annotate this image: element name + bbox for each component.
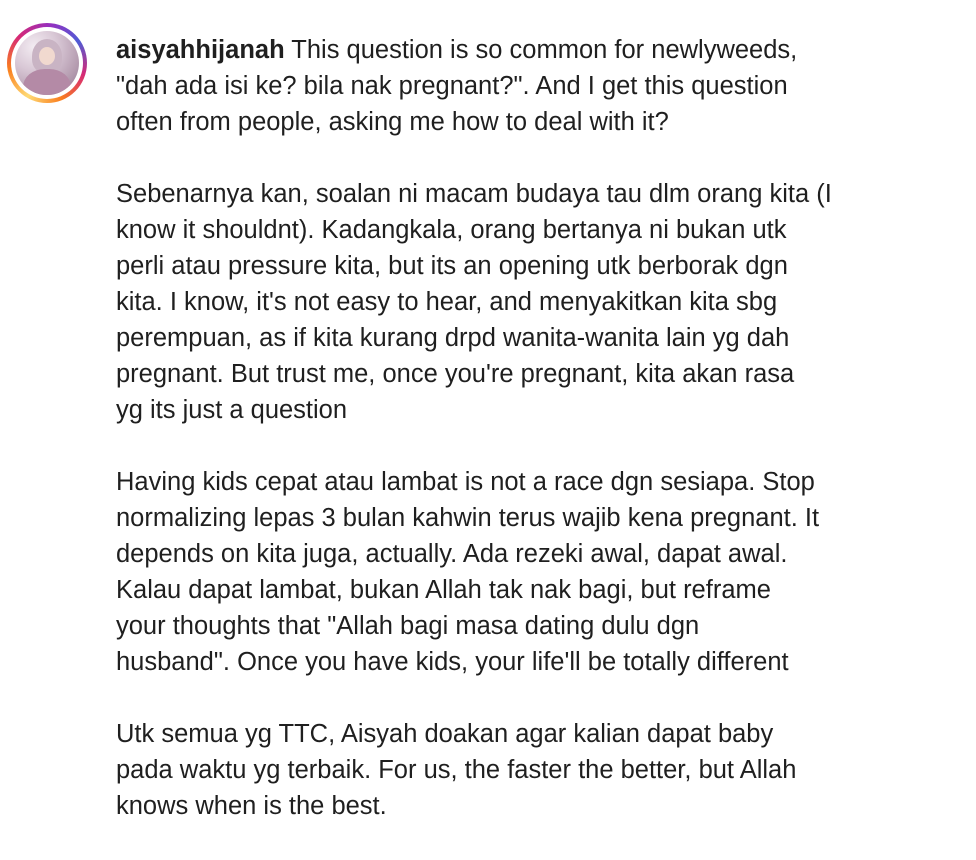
avatar-story-ring[interactable]	[7, 23, 87, 103]
comment-text-1: This question is so common for newlyweeds, "dah ada isi ke? bila nak pregnant?". And I get this question often from people, asking me how to deal with it?	[116, 36, 798, 136]
avatar-face-shape	[39, 47, 55, 65]
comment-paragraph-4: Utk semua yg TTC, Aisyah doakan agar kalian dapat baby pada waktu yg terbaik. For us, the faster the better, but Allah knows when is the best.	[116, 720, 797, 820]
comment-body	[116, 32, 936, 860]
username-link[interactable]: aisyahhijanah	[116, 36, 285, 64]
avatar[interactable]	[15, 31, 79, 95]
avatar-dress-shape	[23, 69, 71, 95]
comment-paragraph-1	[116, 32, 936, 140]
comment-paragraph-3: Having kids cepat atau lambat is not a race dgn sesiapa. Stop normalizing lepas 3 bulan kahwin terus wajib kena pregnant. It depends on kita juga, actually. Ada rezeki awal, dapat awal. Kalau dapat lambat, bukan Allah tak nak bagi, but reframe your thoughts that "Allah bagi masa dating dulu dgn husband". Once you have kids, your life'll be totally different	[116, 468, 820, 676]
comment-paragraph-2: Sebenarnya kan, soalan ni macam budaya tau dlm orang kita (I know it shouldnt). Kadangkala, orang bertanya ni bukan utk perli atau pressure kita, but its an opening utk berborak dgn kita. I know, it's not easy to hear, and menyakitkan kita sbg perempuan, as if kita kurang drpd wanita-wanita lain yg dah pregnant. But trust me, once you're pregnant, kita akan rasa yg its just a question	[116, 180, 832, 424]
avatar-ring-gap	[11, 27, 83, 99]
